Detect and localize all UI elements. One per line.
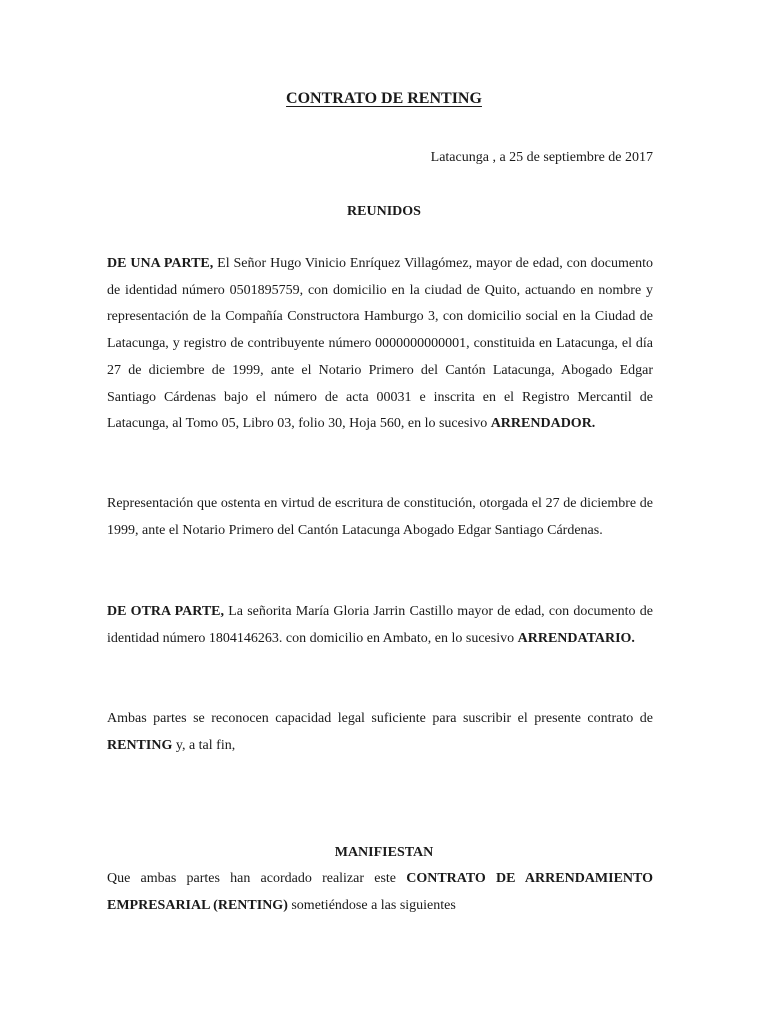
party-one-role: ARRENDADOR.: [490, 416, 596, 432]
agreement-bold: CONTRATO DE ARRENDAMIENTO EMPRESARIAL (RENTING): [107, 871, 653, 913]
capacity-tail: y, a tal fin,: [172, 737, 236, 753]
paragraph-capacity: [107, 706, 653, 759]
party-one-lead: DE UNA PARTE,: [107, 256, 214, 271]
party-one-text: El Señor Hugo Vinicio Enríquez Villagómez, mayor de edad, con documento de identidad número 0501895759, con domicilio en la ciudad de Quito, actuando en nombre y representación de la Compañía Constructora Hamburgo 3, con domicilio social en la Ciudad de Latacunga, y registro de contribuyente número 0000000000001, constituida en Latacunga, el día 27 de diciembre de 1999, ante el Notario Primero del Cantón Latacunga, Abogado Edgar Santiago Cárdenas bajo el número de acta 00031 e inscrita en el Registro Mercantil de Latacunga, al Tomo 05, Libro 03, folio 30, Hoja 560, en lo sucesivo: [107, 256, 653, 432]
party-two-role: ARRENDATARIO.: [517, 630, 635, 646]
paragraph-party-one: [107, 251, 653, 438]
paragraph-party-two: [107, 599, 653, 652]
document-title: CONTRATO DE RENTING: [286, 90, 482, 107]
agreement-text: Que ambas partes han acordado realizar este: [107, 871, 407, 886]
paragraph-agreement: [107, 866, 653, 919]
section-heading-manifiestan: MANIFIESTAN: [334, 845, 434, 860]
party-two-lead: DE OTRA PARTE,: [107, 604, 224, 619]
agreement-tail: sometiéndose a las siguientes: [287, 897, 456, 913]
capacity-text: Ambas partes se reconocen capacidad legal suficiente para suscribir el presente contrato de: [107, 711, 653, 726]
place-date: Latacunga , a 25 de septiembre de 2017: [430, 150, 653, 165]
paragraph-representation: Representación que ostenta en virtud de escritura de constitución, otorgada el 27 de diciembre de 1999, ante el Notario Primero del Cantón Latacunga Abogado Edgar Santiago Cárdenas.: [107, 496, 653, 538]
party-two-text: La señorita María Gloria Jarrin Castillo mayor de edad, con documento de identidad número 1804146263. con domicilio en Ambato, en lo sucesivo: [107, 604, 653, 646]
capacity-bold: RENTING: [107, 737, 173, 753]
section-heading-reunidos: REUNIDOS: [347, 204, 421, 219]
